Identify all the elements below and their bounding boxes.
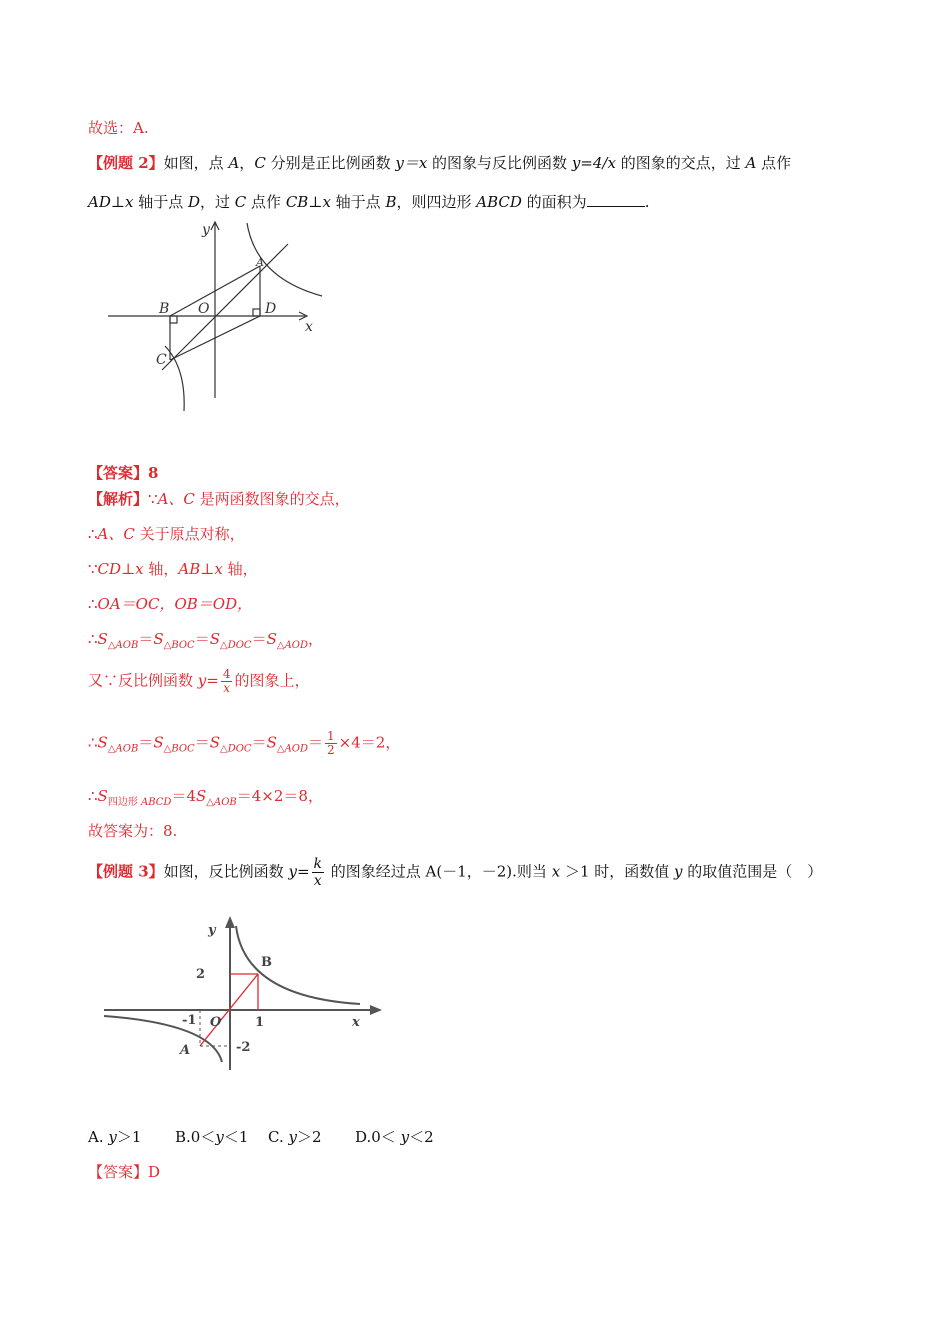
- fraction-k-over-x: $\frac{k}{x}$: [313, 856, 322, 889]
- label-O: O: [210, 1015, 222, 1030]
- label-A: A: [256, 256, 264, 269]
- example3-answer: 【答案】D: [88, 1163, 161, 1181]
- example3-tag: 【例题 3】: [88, 862, 164, 881]
- hyperbola-branch-q3: [104, 1016, 222, 1062]
- label-y: y: [208, 923, 216, 938]
- tick-minus-2: -2: [236, 1040, 251, 1055]
- hyperbola-branch-lower: [165, 346, 184, 411]
- example2-line2: AD⊥x 轴于点 D，过 C 点作 CB⊥x 轴于点 B，则四边形 ABCD 的面积为 .: [88, 193, 650, 211]
- previous-answer: 故选：A.: [88, 119, 149, 137]
- example2-analysis-line5: $\therefore S_{\triangle AOB}=S_{\triangle BOC}=S_{\triangle DOC}=S_{\triangle AOD}$，: [88, 630, 324, 651]
- x-axis-arrow: [370, 1005, 382, 1015]
- example2-answer: 【答案】8: [88, 464, 159, 482]
- fraction-one-half: $\frac{1}{2}$: [327, 729, 335, 757]
- tick-2: 2: [196, 967, 206, 982]
- example2-tag: 【例题 2】: [88, 154, 164, 172]
- example2-line1: 【例题 2】如图，点 A，C 分别是正比例函数 y＝x 的图象与反比例函数 y=4/x 的图象的交点，过 A 点作: [88, 154, 792, 172]
- fraction-4-over-x: $\frac{4}{x}$: [222, 667, 231, 695]
- example2-analysis-line1: 【解析】∵A、C 是两函数图象的交点，: [88, 490, 350, 508]
- example2-analysis-line8: $\therefore S_{四边形 ABCD}=4S_{\triangle AOB}=4\times 2=8$，: [88, 787, 323, 808]
- example2-analysis-line7: $\therefore S_{\triangle AOB}=S_{\triangle BOC}=S_{\triangle DOC}=S_{\triangle AOD}=$ $\frac{1}{2}$ ×4＝2，: [88, 729, 401, 757]
- option-A: A. y＞1: [88, 1128, 142, 1146]
- label-B: B: [159, 301, 170, 317]
- option-D: D.0＜ y＜2: [355, 1128, 434, 1146]
- option-C: C. y＞2: [268, 1128, 322, 1146]
- label-C: C: [156, 352, 167, 368]
- label-x: x: [305, 319, 313, 335]
- tick-minus-1: -1: [182, 1013, 197, 1028]
- right-angle-B: [170, 316, 177, 323]
- label-y: y: [202, 222, 210, 238]
- option-B: B.0＜y＜1: [175, 1128, 249, 1146]
- tick-1: 1: [255, 1015, 265, 1030]
- hyperbola-branch-q1: [236, 926, 360, 1004]
- right-angle-D: [253, 309, 260, 316]
- y-axis-arrow: [225, 916, 235, 928]
- label-B: B: [261, 955, 272, 970]
- example2-analysis-line6: 又∵反比例函数 y= $\frac{4}{x}$ 的图象上，: [88, 667, 310, 695]
- example3-figure: [100, 912, 390, 1072]
- example2-analysis-line9: 故答案为：8.: [88, 822, 178, 840]
- example3-statement: 【例题 3】如图，反比例函数 y= $\frac{k}{x}$ 的图象经过点 A(－1，－2).则当 x ＞1 时，函数值 y 的取值范围是（ ）: [88, 856, 823, 889]
- example2-analysis-line4: ∴OA＝OC，OB＝OD，: [88, 595, 253, 613]
- label-x: x: [352, 1015, 360, 1030]
- label-A: A: [180, 1043, 191, 1058]
- example2-analysis-line2: ∴A、C 关于原点对称，: [88, 525, 245, 543]
- answer-blank: [587, 194, 645, 207]
- example2-analysis-line3: ∵CD⊥x 轴，AB⊥x 轴，: [88, 560, 258, 578]
- label-D: D: [265, 301, 277, 317]
- example2-figure: [100, 218, 340, 418]
- label-O: O: [198, 301, 210, 317]
